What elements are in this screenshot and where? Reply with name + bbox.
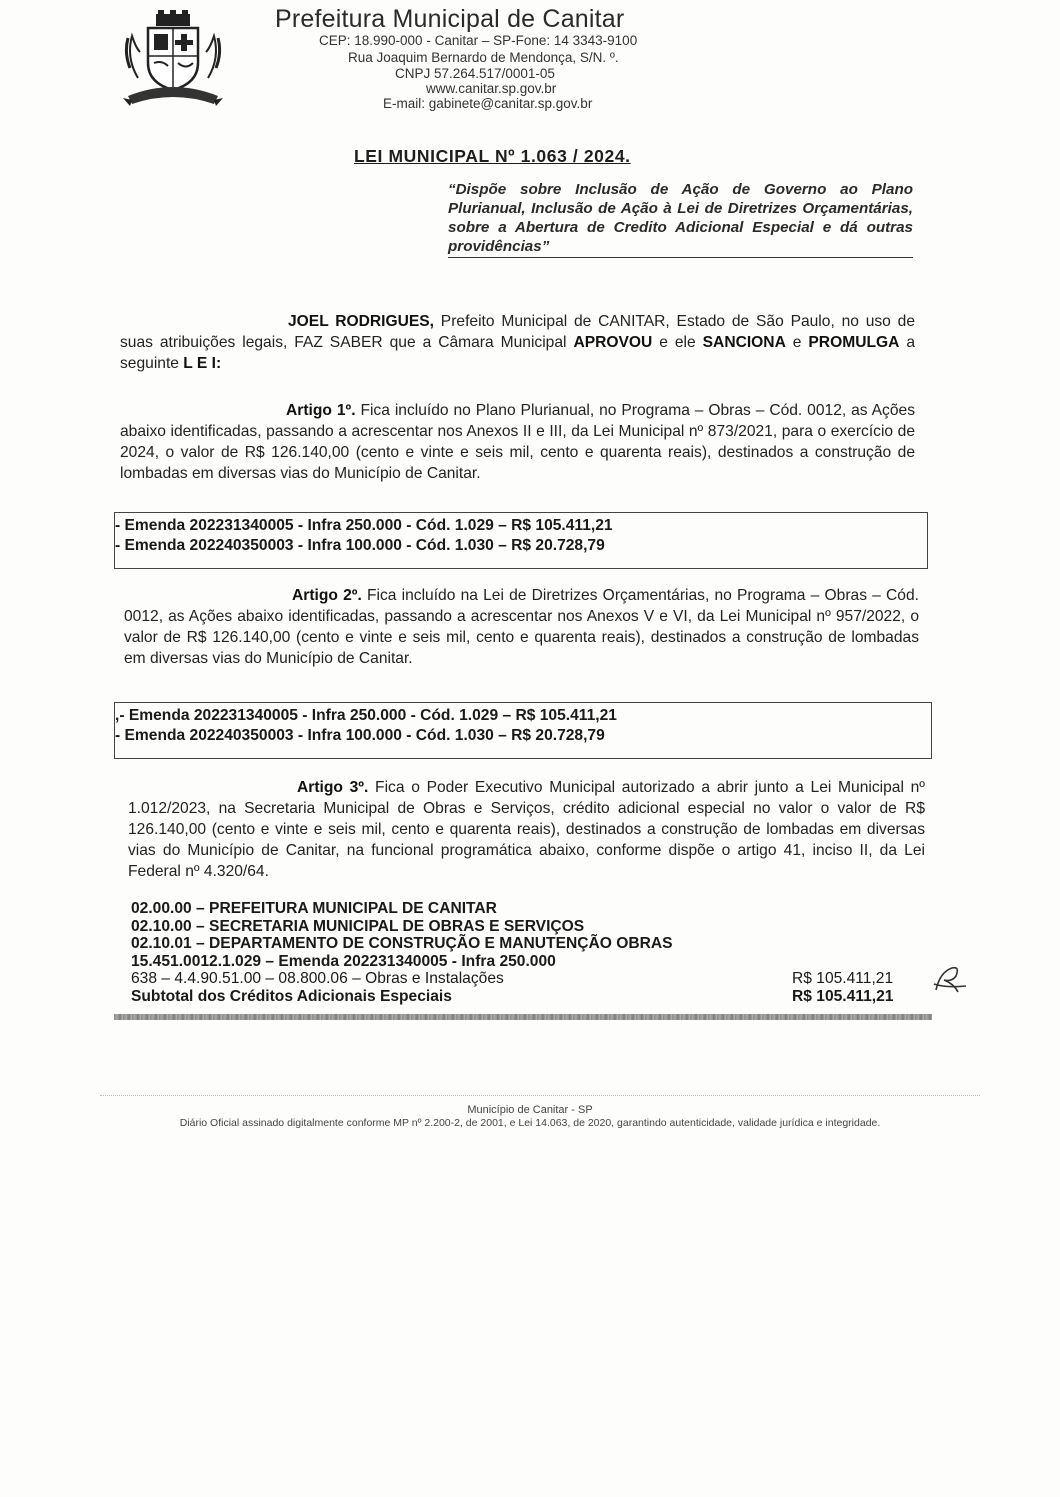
article-2-text: Fica incluído na Lei de Diretrizes Orçamentárias, no Programa – Obras – Cód. 0012, as Ações abaixo identificadas, passando a acrescentar nos Anexos V e VI, da Lei Municipal nº 957/2022, o valor de R$ 126.140,00 (cento e vinte e seis mil, cento e quarenta reais), destinados a construção de lombadas em diversas vias do Município de Canitar. [124,587,919,667]
signature-rubric-icon [930,962,970,998]
emenda-row: - Emenda 202231340005 - Infra 250.000 - Cód. 1.029 – R$ 105.411,21 [115,517,613,534]
emenda-row: - Emenda 202240350003 - Infra 100.000 - Cód. 1.030 – R$ 20.728,79 [115,727,605,744]
prog-line: 02.10.00 – SECRETARIA MUNICIPAL DE OBRAS E SERVIÇOS [131,917,585,935]
article-3-text: Fica o Poder Executivo Municipal autorizado a abrir junto a Lei Municipal nº 1.012/2023, na Secretaria Municipal de Obras e Serviços, crédito adicional especial no valor o valor de R$ 126.140,00 (cento e vinte e seis mil, cento e quarenta reais), destinados a construção de lombadas em diversas vias do Município de Canitar, na funcional programática abaixo, conforme dispõe o artigo 41, inciso II, da Lei Federal nº 4.320/64. [128,779,925,880]
intro-sanciona: SANCIONA [702,334,786,351]
subtotal-label: Subtotal dos Créditos Adicionais Especiais [131,987,452,1005]
dotacao-amount: R$ 105.411,21 [792,970,894,987]
prog-subtotal [131,988,931,1006]
footer-municipality: Município de Canitar - SP [467,1104,593,1116]
emenda-row: - Emenda 202240350003 - Infra 100.000 - Cód. 1.030 – R$ 20.728,79 [115,537,605,554]
footer-certification: Diário Oficial assinado digitalmente conforme MP nº 2.200-2, de 2001, e Lei 14.063, de 2020, garantindo autenticidade, validade jurídica e integridade. [179,1117,881,1129]
article-1 [120,400,915,484]
intro-text: e ele [652,334,703,351]
article-1-label: Artigo 1º. [286,402,356,419]
intro-text: a seguinte [120,334,915,372]
prog-line: 15.451.0012.1.029 – Emenda 202231340005 - Infra 250.000 [131,952,556,970]
intro-promulga: PROMULGA [808,334,900,351]
header-cnpj: CNPJ 57.264.517/0001-05 [395,66,555,81]
header-cep-phone: CEP: 18.990-000 - Canitar – SP-Fone: 14 3343-9100 [319,33,638,48]
prog-line: 02.00.00 – PREFEITURA MUNICIPAL DE CANITAR [131,900,497,917]
intro-paragraph [120,311,915,374]
footer-divider [100,1095,980,1096]
law-title: LEI MUNICIPAL Nº 1.063 / 2024. [354,146,631,166]
mayor-name: JOEL RODRIGUES, [288,313,435,330]
emenda-row: ,- Emenda 202231340005 - Infra 250.000 - Cód. 1.029 – R$ 105.411,21 [115,707,617,724]
emendas-box-1 [114,512,928,569]
municipal-crest-icon [118,8,228,108]
article-3 [128,777,925,882]
law-ementa: “Dispõe sobre Inclusão de Ação de Governo ao Plano Plurianual, Inclusão de Ação à Lei de Diretrizes Orçamentárias, sobre a Abertura de Credito Adicional Especial e dá outras providências” [448,180,913,258]
header-email: E-mail: gabinete@canitar.sp.gov.br [383,96,593,111]
header-website: www.canitar.sp.gov.br [426,81,557,96]
article-1-text: Fica incluído no Plano Plurianual, no Programa – Obras – Cód. 0012, as Ações abaixo identificadas, passando a acrescentar nos Anexos II e III, da Lei Municipal nº 873/2021, para o exercício de 2024, o valor de R$ 126.140,00 (cento e vinte e seis mil, cento e quarenta reais), destinados a construção de lombadas em diversas vias do Município de Canitar. [120,402,915,482]
article-2 [124,585,919,669]
separator-bar [114,1014,932,1020]
article-2-label: Artigo 2º. [292,587,362,604]
prog-line: 02.10.01 – DEPARTAMENTO DE CONSTRUÇÃO E MANUTENÇÃO OBRAS [131,935,673,952]
intro-lei: L E I: [183,355,222,372]
intro-aprovou: APROVOU [573,334,653,351]
subtotal-amount: R$ 105.411,21 [792,987,894,1005]
org-name: Prefeitura Municipal de Canitar [275,5,625,33]
funcional-programatica [131,900,931,1005]
prog-line-dotacao [131,970,931,988]
intro-text: e [785,334,809,351]
emendas-box-2 [114,702,932,759]
article-3-label: Artigo 3º. [297,779,369,796]
dotacao-label: 638 – 4.4.90.51.00 – 08.800.06 – Obras e Instalações [131,970,504,987]
header-address: Rua Joaquim Bernardo de Mendonça, S/N. º. [348,50,619,65]
intro-text: Prefeito Municipal de CANITAR, Estado de São Paulo, no uso de suas atribuições legais, FAZ SABER que a Câmara Municipal [120,313,915,351]
